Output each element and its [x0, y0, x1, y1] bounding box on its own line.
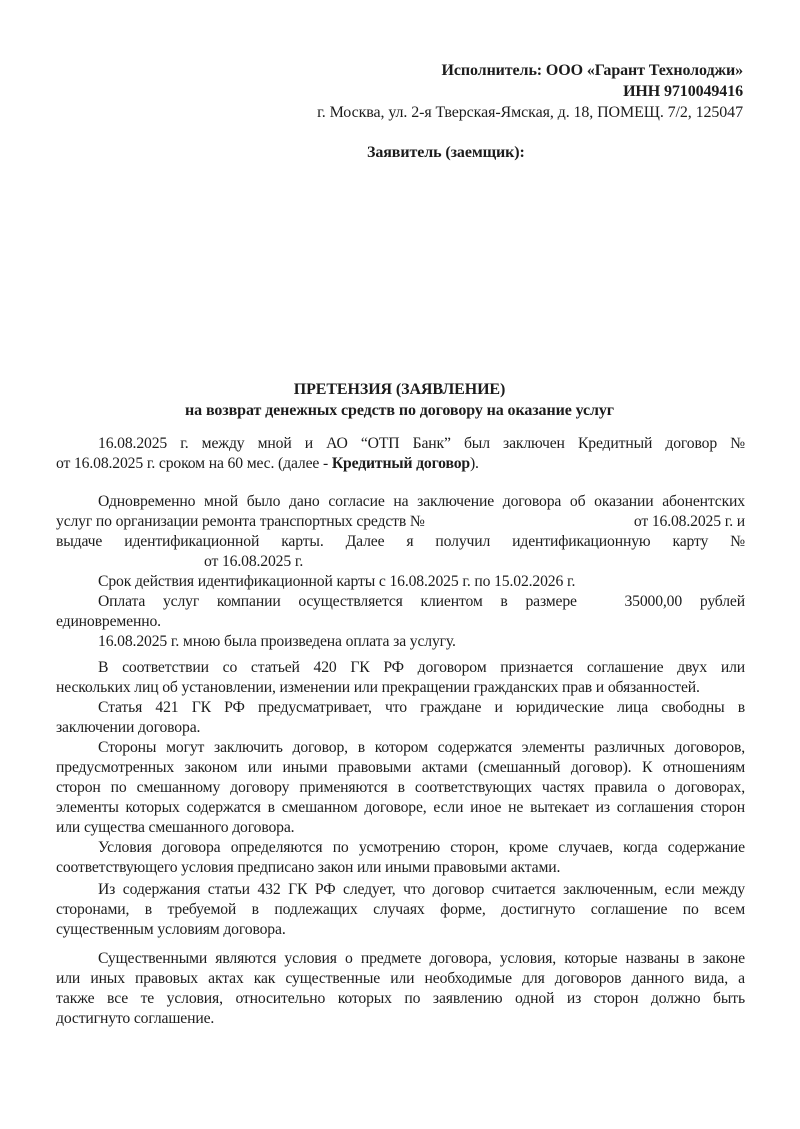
text-line: Статья 421 ГК РФ предусматривает, что граждане и юридические лица свободны в — [98, 699, 745, 716]
text-line: выдаче идентификационной карты. Далее я получил идентификационную карту № — [56, 533, 745, 550]
paragraph-contract-terms — [56, 838, 745, 878]
paragraph-credit-contract — [56, 434, 745, 474]
document-body — [56, 434, 745, 1029]
text-line: 16.08.2025 г. между мной и АО “ОТП Банк” был заключен Кредитный договор № — [98, 435, 745, 452]
text-line: существенным условиям договора. — [56, 921, 286, 938]
text-segment: от 16.08.2025 г. и — [633, 513, 745, 530]
text-line: нескольких лиц об установлении, изменении или прекращении гражданских прав и обязанностей. — [56, 679, 700, 696]
paragraph-mixed-contract — [56, 738, 745, 838]
text-line: или существа смешанного договора. — [56, 819, 295, 836]
paragraph-essential-terms — [56, 949, 745, 1029]
text-line — [56, 512, 745, 532]
text-line: элементы которых содержатся в смешанном договоре, если иное не вытекает из соглашения сторон — [56, 799, 745, 816]
paragraph-payment-amount — [56, 592, 745, 632]
text-line: соответствующего условия предписано закон или иными правовыми актами. — [56, 859, 561, 876]
claim-title-block — [56, 379, 743, 421]
paragraph-payment-made — [56, 632, 745, 652]
text-line — [56, 592, 745, 612]
text-line: Условия договора определяются по усмотрению сторон, кроме случаев, когда содержание — [98, 839, 745, 856]
paragraph-article-421 — [56, 698, 745, 738]
letterhead — [56, 60, 743, 123]
inn-line: ИНН 9710049416 — [623, 83, 743, 100]
address-line: г. Москва, ул. 2-я Тверская-Ямская, д. 18, ПОМЕЩ. 7/2, 125047 — [317, 104, 743, 121]
text-line: Существенными являются условия о предмете договора, условия, которые названы в законе — [98, 950, 745, 967]
text-line: В соответствии со статьей 420 ГК РФ договором признается соглашение двух или — [98, 659, 745, 676]
text-line: также все те условия, относительно которых по заявлению одной из сторон должно быть — [56, 990, 745, 1007]
executor-line: Исполнитель: ООО «Гарант Технолоджи» — [441, 62, 743, 79]
text-line: Срок действия идентификационной карты с 16.08.2025 г. по 15.02.2026 г. — [98, 573, 576, 590]
text-segment: Оплата услуг компании осуществляется клиентом в размере — [98, 593, 577, 610]
text-segment: от 16.08.2025 г. сроком на 60 мес. (далее - — [56, 455, 329, 472]
paragraph-article-420 — [56, 658, 745, 698]
text-segment-bold: Кредитный договор — [331, 455, 470, 472]
text-line: сторонами, в требуемой в подлежащих случаях форме, достигнуто соглашение по всем — [56, 901, 745, 918]
text-line: от 16.08.2025 г. — [204, 553, 304, 570]
text-line: Из содержания статьи 432 ГК РФ следует, что договор считается заключенным, если между — [98, 881, 745, 898]
text-segment: ). — [469, 455, 479, 472]
text-line: Одновременно мной было дано согласие на заключение договора об оказании абонентских — [98, 493, 745, 510]
text-line: 16.08.2025 г. мною была произведена оплата за услугу. — [98, 633, 456, 650]
paragraph-card-validity — [56, 572, 745, 592]
text-line: заключении договора. — [56, 719, 201, 736]
text-line: сторон по смешанному договору применяются в соответствующих частях правила о договорах, — [56, 779, 745, 796]
paragraph-service-contract — [56, 492, 745, 572]
text-line: или иных правовых актах как существенные или необходимые для договоров данного вида, а — [56, 970, 745, 987]
claim-subtitle: на возврат денежных средств по договору на оказание услуг — [185, 402, 614, 419]
payment-amount: 35000,00 рублей — [624, 593, 745, 610]
text-line — [56, 454, 745, 474]
text-line: единовременно. — [56, 613, 161, 630]
applicant-label: Заявитель (заемщик): — [367, 144, 525, 161]
text-line: достигнуто соглашение. — [56, 1010, 215, 1027]
claim-title: ПРЕТЕНЗИЯ (ЗАЯВЛЕНИЕ) — [293, 381, 506, 398]
text-line: предусмотренных законом или иными правовыми актами (смешанный договор). К отношениям — [56, 759, 745, 776]
paragraph-article-432 — [56, 880, 745, 940]
text-segment: услуг по организации ремонта транспортных средств № — [56, 513, 425, 530]
text-line: Стороны могут заключить договор, в котором содержатся элементы различных договоров, — [98, 739, 745, 756]
